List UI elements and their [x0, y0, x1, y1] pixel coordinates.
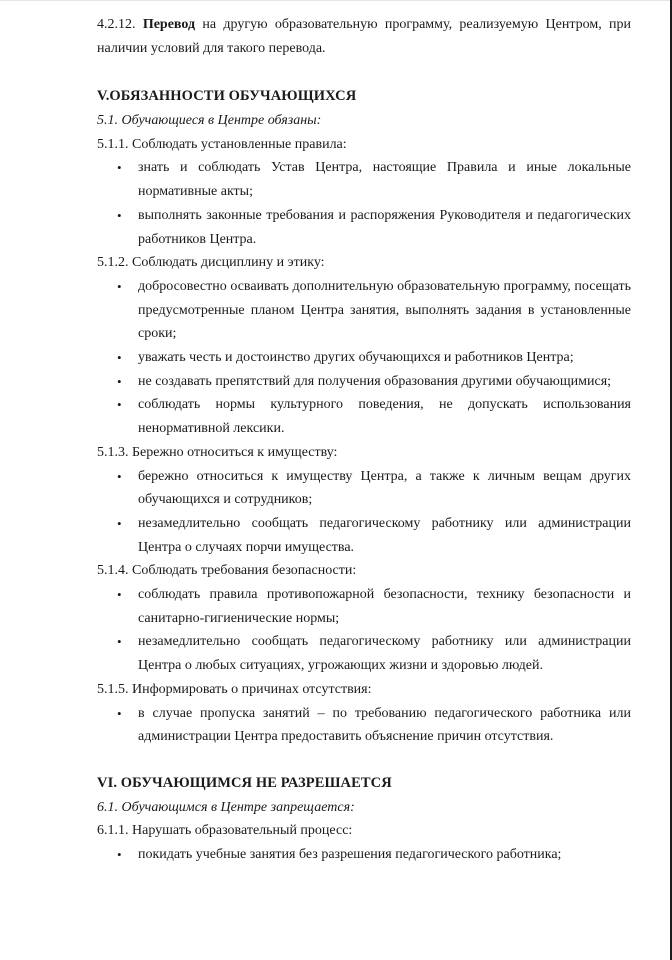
bullet-icon: •: [117, 278, 122, 294]
bullet-text: выполнять законные требования и распоряжения Руководителя и педагогических работников Центра.: [138, 207, 631, 247]
item-title-5-1-4: 5.1.4. Соблюдать требования безопасности:: [97, 563, 357, 579]
paragraph-bold-term: Перевод: [142, 17, 196, 32]
bullet-item: [97, 275, 631, 346]
bullet-icon: •: [117, 468, 122, 484]
section-heading-v: V.ОБЯЗАННОСТИ ОБУЧАЮЩИХСЯ: [97, 88, 357, 105]
bullet-item: [97, 204, 631, 251]
item-title-5-1-5: 5.1.5. Информировать о причинах отсутствия:: [97, 681, 372, 697]
item-title-5-1-1: 5.1.1. Соблюдать установленные правила:: [97, 136, 347, 152]
bullet-text: добросовестно осваивать дополнительную образовательную программу, посещать предусмотренные планом Центра занятия, выполнять задания в установленные сроки;: [138, 278, 631, 342]
bullet-item: [97, 465, 631, 512]
bullet-item: [97, 156, 631, 203]
bullet-icon: •: [117, 634, 122, 650]
paragraph-4-2-12: [97, 13, 631, 60]
bullet-icon: •: [117, 207, 122, 223]
paragraph-number: 4.2.12.: [97, 17, 136, 32]
bullet-text: уважать честь и достоинство других обучающихся и работников Центра;: [138, 350, 574, 366]
bullet-text: знать и соблюдать Устав Центра, настоящие Правила и иные локальные нормативные акты;: [138, 160, 631, 200]
section-subheading-5-1: 5.1. Обучающиеся в Центре обязаны:: [97, 113, 322, 129]
bullet-item: [97, 583, 631, 630]
bullet-text: незамедлительно сообщать педагогическому работнику или администрации Центра о случаях порчи имущества.: [138, 515, 631, 555]
item-title-5-1-3: 5.1.3. Бережно относиться к имуществу:: [97, 444, 338, 460]
bullet-icon: •: [117, 587, 122, 603]
document-content: [97, 13, 631, 867]
item-title-6-1-1: 6.1.1. Нарушать образовательный процесс:: [97, 823, 353, 839]
item-title-5-1-2: 5.1.2. Соблюдать дисциплину и этику:: [97, 255, 325, 271]
bullet-icon: •: [117, 705, 122, 721]
bullet-icon: •: [117, 160, 122, 176]
bullet-text: не создавать препятствий для получения образования другими обучающимися;: [138, 373, 612, 389]
bullet-icon: •: [117, 373, 122, 389]
bullet-item: [97, 512, 631, 559]
bullet-text: покидать учебные занятия без разрешения педагогического работника;: [138, 847, 562, 863]
bullet-item: [97, 630, 631, 677]
bullet-text: незамедлительно сообщать педагогическому работнику или администрации Центра о любых ситуациях, угрожающих жизни и здоровью людей.: [138, 634, 631, 674]
bullet-icon: •: [117, 515, 122, 531]
bullet-text: в случае пропуска занятий – по требованию педагогического работника или администрации Центра предоставить объяснение причин отсутствия.: [138, 705, 631, 745]
bullet-icon: •: [117, 847, 122, 863]
paragraph-text: на другую образовательную программу, реализуемую Центром, при наличии условий для такого перевода.: [97, 17, 632, 56]
bullet-icon: •: [117, 350, 122, 366]
bullet-item: [97, 843, 631, 867]
bullet-icon: •: [117, 397, 122, 413]
bullet-text: соблюдать нормы культурного поведения, не допускать использования ненормативной лексики.: [138, 397, 631, 437]
section-heading-vi: VI. ОБУЧАЮЩИМСЯ НЕ РАЗРЕШАЕТСЯ: [97, 774, 392, 791]
bullet-item: [97, 702, 631, 749]
bullet-text: соблюдать правила противопожарной безопасности, технику безопасности и санитарно-гигиенические нормы;: [138, 587, 631, 626]
section-subheading-6-1: 6.1. Обучающимся в Центре запрещается:: [97, 799, 355, 815]
bullet-text: бережно относиться к имуществу Центра, а также к личным вещам других обучающихся и сотрудников;: [138, 468, 631, 508]
bullet-item: [97, 393, 631, 440]
bullet-item: [97, 346, 631, 370]
bullet-item: [97, 370, 631, 394]
